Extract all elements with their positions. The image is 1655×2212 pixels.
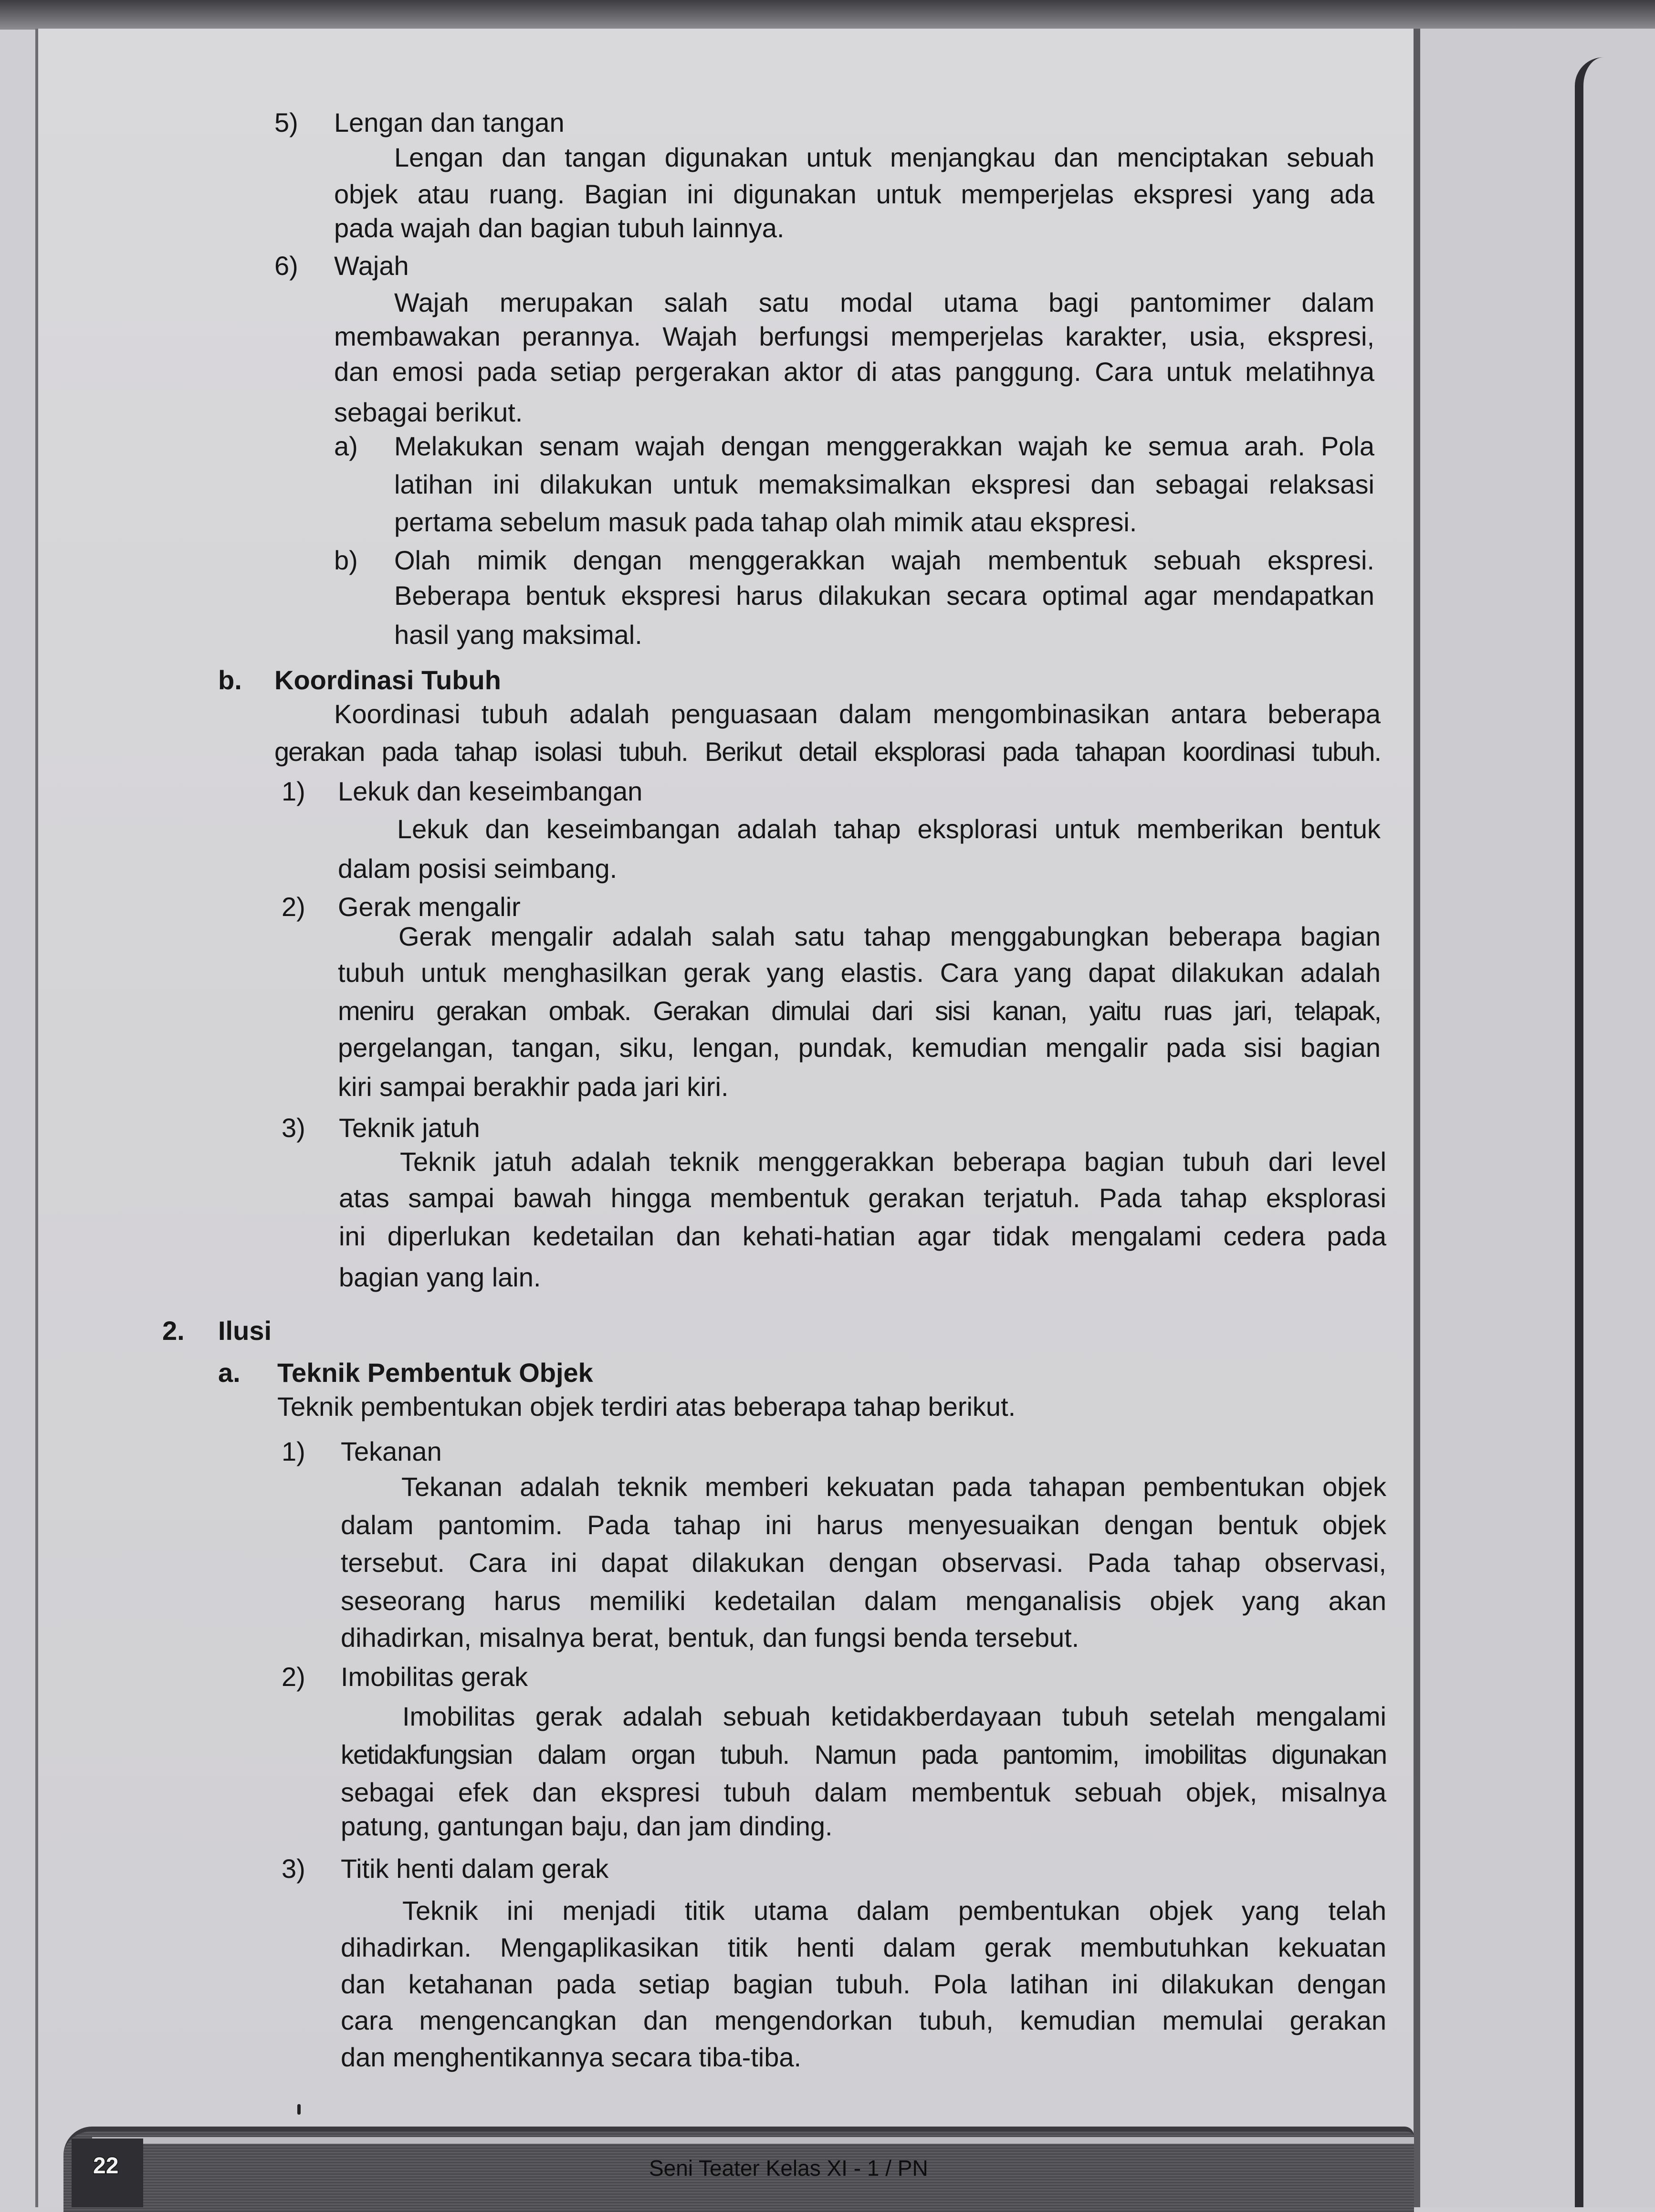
item-number: 2) [282, 1662, 305, 1692]
paragraph-line: gerakan pada tahap isolasi tubuh. Berikut detail eksplorasi pada tahapan koordinasi tubuh. [274, 737, 1381, 767]
paragraph-line: dan menghentikannya secara tiba-tiba. [341, 2042, 802, 2072]
footer-book-title: Seni Teater Kelas XI - 1 / PN [649, 2156, 928, 2180]
paragraph-line: kiri sampai berakhir pada jari kiri. [338, 1072, 729, 1102]
paragraph-line: dan emosi pada setiap pergerakan aktor di atas panggung. Cara untuk melatihnya [334, 357, 1374, 387]
item-number: 2) [282, 892, 305, 922]
sub-item-label: b) [334, 545, 358, 575]
sub-item-line: pertama sebelum masuk pada tahap olah mimik atau ekspresi. [394, 507, 1137, 537]
paragraph-line: patung, gantungan baju, dan jam dinding. [341, 1811, 833, 1841]
paragraph-line: Imobilitas gerak adalah sebuah ketidakberdayaan tubuh setelah mengalami [402, 1701, 1386, 1731]
paragraph-line: dihadirkan. Mengaplikasikan titik henti dalam gerak membutuhkan kekuatan [341, 1932, 1386, 1962]
paragraph-line: Tekanan adalah teknik memberi kekuatan pada tahapan pembentukan objek [401, 1472, 1386, 1502]
subsection-label: a. [218, 1358, 241, 1388]
paragraph-line: cara mengencangkan dan mengendorkan tubuh, kemudian memulai gerakan [341, 2005, 1386, 2035]
page-number: 22 [93, 2153, 119, 2179]
paragraph-line: Teknik ini menjadi titik utama dalam pembentukan objek yang telah [402, 1896, 1386, 1926]
paragraph-line: atas sampai bawah hingga membentuk gerakan terjatuh. Pada tahap eksplorasi [339, 1183, 1386, 1213]
paragraph-line: dan ketahanan pada setiap bagian tubuh. Pola latihan ini dilakukan dengan [341, 1969, 1386, 1999]
paragraph-line: dalam posisi seimbang. [338, 853, 618, 884]
item-number: 1) [282, 1436, 305, 1466]
subsection-intro: Teknik pembentukan objek terdiri atas beberapa tahap berikut. [277, 1391, 1016, 1422]
item-title: Wajah [334, 251, 409, 281]
sub-item-line: Beberapa bentuk ekspresi harus dilakukan secara optimal agar mendapatkan [394, 580, 1374, 611]
sub-item-line: Olah mimik dengan menggerakkan wajah membentuk sebuah ekspresi. [394, 545, 1374, 575]
sub-item-label: a) [334, 431, 358, 461]
paragraph-line: pada wajah dan bagian tubuh lainnya. [334, 213, 785, 243]
item-title: Titik henti dalam gerak [341, 1854, 609, 1884]
paragraph-line: dihadirkan, misalnya berat, bentuk, dan fungsi benda tersebut. [341, 1622, 1079, 1653]
sub-item-line: Melakukan senam wajah dengan menggerakkan wajah ke semua arah. Pola [394, 431, 1374, 461]
item-number: 5) [274, 107, 298, 137]
item-title: Lekuk dan keseimbangan [338, 776, 643, 806]
paragraph-line: seseorang harus memiliki kedetailan dalam menganalisis objek yang akan [341, 1586, 1386, 1616]
item-title: Teknik jatuh [339, 1113, 480, 1143]
page-curl [1575, 57, 1655, 2207]
paragraph-line: meniru gerakan ombak. Gerakan dimulai dari sisi kanan, yaitu ruas jari, telapak, [338, 996, 1381, 1026]
item-number: 1) [282, 776, 305, 806]
paragraph-line: Gerak mengalir adalah salah satu tahap menggabungkan beberapa bagian [398, 921, 1381, 951]
section-label: b. [218, 665, 242, 695]
item-title: Tekanan [341, 1436, 442, 1466]
paragraph-line: bagian yang lain. [339, 1262, 541, 1292]
paragraph-line: Koordinasi tubuh adalah penguasaan dalam mengombinasikan antara beberapa [334, 699, 1381, 729]
paragraph-line: Teknik jatuh adalah teknik menggerakkan beberapa bagian tubuh dari level [400, 1147, 1386, 1177]
section-heading: Ilusi [218, 1316, 272, 1346]
item-number: 3) [282, 1113, 305, 1143]
paragraph-line: objek atau ruang. Bagian ini digunakan untuk memperjelas ekspresi yang ada [334, 179, 1374, 209]
paragraph-line: pergelangan, tangan, siku, lengan, pundak, kemudian mengalir pada sisi bagian [338, 1032, 1381, 1063]
paragraph-line: tubuh untuk menghasilkan gerak yang elastis. Cara yang dapat dilakukan adalah [338, 958, 1381, 988]
paragraph-line: ini diperlukan kedetailan dan kehati-hatian agar tidak mengalami cedera pada [339, 1221, 1386, 1251]
paragraph-line: dalam pantomim. Pada tahap ini harus menyesuaikan dengan bentuk objek [341, 1510, 1386, 1540]
paragraph-line: Wajah merupakan salah satu modal utama bagi pantomimer dalam [394, 287, 1374, 317]
item-number: 3) [282, 1854, 305, 1884]
paragraph-line: sebagai efek dan ekspresi tubuh dalam membentuk sebuah objek, misalnya [341, 1777, 1386, 1807]
item-title: Lengan dan tangan [334, 107, 565, 137]
section-heading: Koordinasi Tubuh [274, 665, 501, 695]
paragraph-line: sebagai berikut. [334, 397, 523, 427]
paragraph-line: Lengan dan tangan digunakan untuk menjangkau dan menciptakan sebuah [394, 142, 1374, 172]
ink-spot [297, 2104, 301, 2115]
item-title: Imobilitas gerak [341, 1662, 528, 1692]
sub-item-line: hasil yang maksimal. [394, 620, 642, 650]
item-number: 6) [274, 251, 298, 281]
subsection-heading: Teknik Pembentuk Objek [277, 1358, 593, 1388]
paragraph-line: membawakan perannya. Wajah berfungsi memperjelas karakter, usia, ekspresi, [334, 321, 1374, 351]
section-number: 2. [162, 1316, 185, 1346]
paragraph-line: ketidakfungsian dalam organ tubuh. Namun pada pantomim, imobilitas digunakan [341, 1739, 1386, 1770]
sub-item-line: latihan ini dilakukan untuk memaksimalkan ekspresi dan sebagai relaksasi [394, 469, 1374, 499]
paragraph-line: Lekuk dan keseimbangan adalah tahap eksplorasi untuk memberikan bentuk [397, 814, 1381, 844]
page-top-shadow [0, 0, 1655, 30]
page-edge [1414, 29, 1420, 2207]
item-title: Gerak mengalir [338, 892, 521, 922]
paragraph-line: tersebut. Cara ini dapat dilakukan dengan observasi. Pada tahap observasi, [341, 1548, 1386, 1578]
